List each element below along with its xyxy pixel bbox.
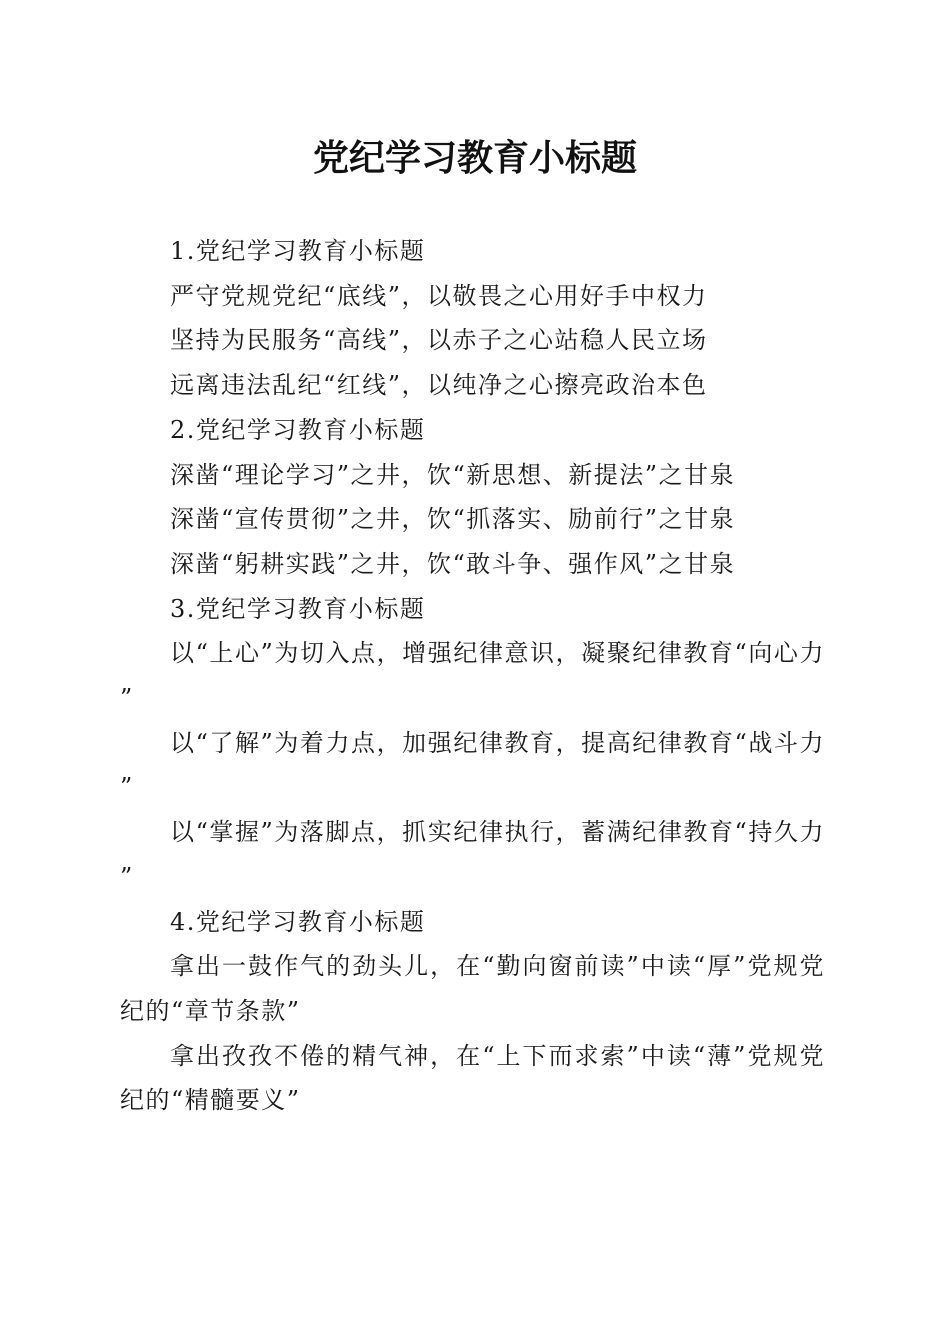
paragraph: 深凿“躬耕实践”之井，饮“敢斗争、强作风”之甘泉 [170, 549, 736, 578]
section-heading-4: 4.党纪学习教育小标题 [170, 907, 426, 936]
paragraph: 以“掌握”为落脚点，抓实纪律执行，蓄满纪律教育“持久力” [120, 818, 825, 891]
section-heading-3: 3.党纪学习教育小标题 [170, 594, 426, 623]
paragraph: 以“上心”为切入点，增强纪律意识，凝聚纪律教育“向心力” [120, 639, 825, 713]
paragraph: 深凿“宣传贯彻”之井，饮“抓落实、励前行”之甘泉 [170, 505, 736, 534]
document-body [120, 229, 825, 1123]
page-title: 党纪学习教育小标题 [312, 137, 637, 179]
section-heading-1: 1.党纪学习教育小标题 [170, 237, 426, 265]
paragraph: 拿出一鼓作气的劲头儿，在“勤向窗前读”中读“厚”党规党纪的“章节条款” [120, 952, 825, 1025]
section-heading-2: 2.党纪学习教育小标题 [170, 415, 426, 444]
paragraph: 拿出孜孜不倦的精气神，在“上下而求索”中读“薄”党规党纪的“精髓要义” [120, 1041, 825, 1115]
paragraph: 坚持为民服务“高线”，以赤子之心站稳人民立场 [170, 326, 708, 355]
paragraph: 深凿“理论学习”之井，饮“新思想、新提法”之甘泉 [170, 460, 736, 489]
paragraph: 严守党规党纪“底线”，以敬畏之心用好手中权力 [170, 281, 708, 310]
paragraph: 以“了解”为着力点，加强纪律教育，提高纪律教育“战斗力” [120, 728, 825, 802]
paragraph: 远离违法乱纪“红线”，以纯净之心擦亮政治本色 [170, 371, 708, 400]
